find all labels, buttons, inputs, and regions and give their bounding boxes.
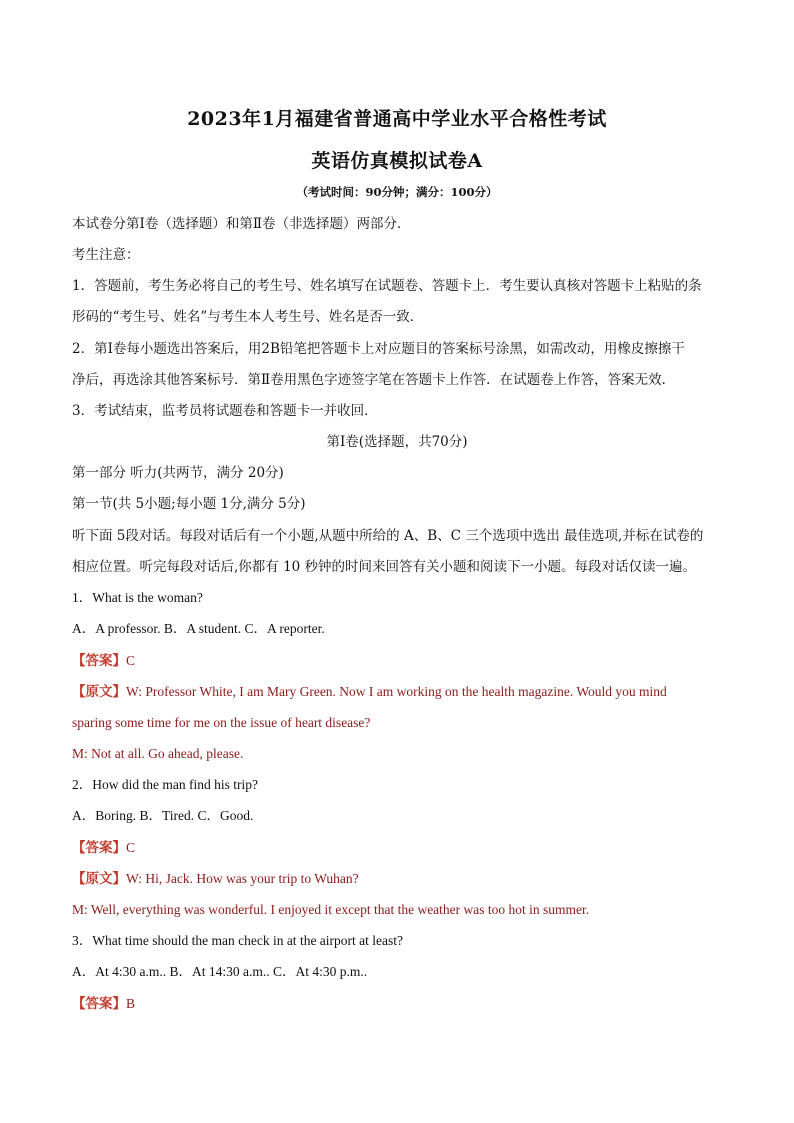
rule-2b: 净后，再选涂其他答案标号．第Ⅱ卷用黑色字迹签字笔在答题卡上作答．在试题卷上作答，答案无效． (72, 372, 676, 388)
script-row (72, 682, 724, 702)
script-text: W: Hi, Jack. How was your trip to Wuhan? (126, 871, 359, 886)
question-options: A．Boring. B．Tired. C．Good. (72, 808, 254, 823)
exam-subtitle: 英语仿真模拟试卷A (311, 150, 483, 172)
question-stem: 3．What time should the man check in at the airport at least? (72, 933, 404, 948)
script-text: M: Well, everything was wonderful. I enjoyed it except that the weather was too hot in summer. (72, 902, 590, 917)
answer-value: C (126, 840, 136, 855)
rule-2a: 2．第Ⅰ卷每小题选出答案后，用2B铅笔把答题卡上对应题目的答案标号涂黑，如需改动，用橡皮擦擦干 (72, 341, 685, 357)
script-tag: 【原文】 (72, 871, 126, 887)
instruction-a: 听下面 5段对话。每段对话后有一个小题,从题中所给的 A、B、C 三个选项中选出 最佳选项,并标在试卷的 (72, 528, 704, 544)
volume-title: 第Ⅰ卷(选择题，共70分) (326, 434, 468, 450)
intro-line: 本试卷分第Ⅰ卷（选择题）和第Ⅱ卷（非选择题）两部分． (72, 216, 411, 232)
question-stem: 1．What is the woman? (72, 590, 203, 605)
script-text: M: Not at all. Go ahead, please. (72, 746, 244, 761)
answer-row (72, 651, 724, 671)
exam-time-note: （考试时间：90分钟；满分：100分） (296, 185, 498, 199)
answer-row (72, 838, 724, 858)
rule-3: 3．考试结束，监考员将试题卷和答题卡一并收回． (72, 403, 378, 419)
exam-title: 2023年1月福建省普通高中学业水平合格性考试 (187, 108, 607, 130)
rule-1b: 形码的“考生号、姓名”与考生本人考生号、姓名是否一致． (72, 309, 424, 325)
question-stem: 2．How did the man find his trip? (72, 777, 258, 792)
notice-title: 考生注意： (72, 247, 140, 263)
question-options: A．At 4:30 a.m.. B．At 14:30 a.m.. C．At 4:30 p.m.. (72, 964, 368, 979)
script-tag: 【原文】 (72, 684, 126, 700)
answer-tag: 【答案】 (72, 653, 126, 669)
answer-row (72, 994, 724, 1014)
answer-value: C (126, 653, 136, 668)
rule-1a: 1．答题前，考生务必将自己的考生号、姓名填写在试题卷、答题卡上．考生要认真核对答题卡上粘贴的条 (72, 278, 702, 294)
script-text: W: Professor White, I am Mary Green. Now I am working on the health magazine. Would you mind (126, 684, 667, 699)
answer-tag: 【答案】 (72, 840, 126, 856)
answer-value: B (126, 996, 136, 1011)
script-row (72, 869, 724, 889)
answer-tag: 【答案】 (72, 996, 126, 1012)
part-title: 第一部分 听力(共两节，满分 20分) (72, 465, 284, 481)
question-options: A．A professor. B．A student. C．A reporter. (72, 621, 325, 636)
script-text: sparing some time for me on the issue of heart disease? (72, 715, 371, 730)
instruction-b: 相应位置。听完每段对话后,你都有 10 秒钟的时间来回答有关小题和阅读下一小题。每段对话仅读一遍。 (72, 559, 697, 575)
section-title: 第一节(共 5小题;每小题 1分,满分 5分) (72, 496, 306, 512)
